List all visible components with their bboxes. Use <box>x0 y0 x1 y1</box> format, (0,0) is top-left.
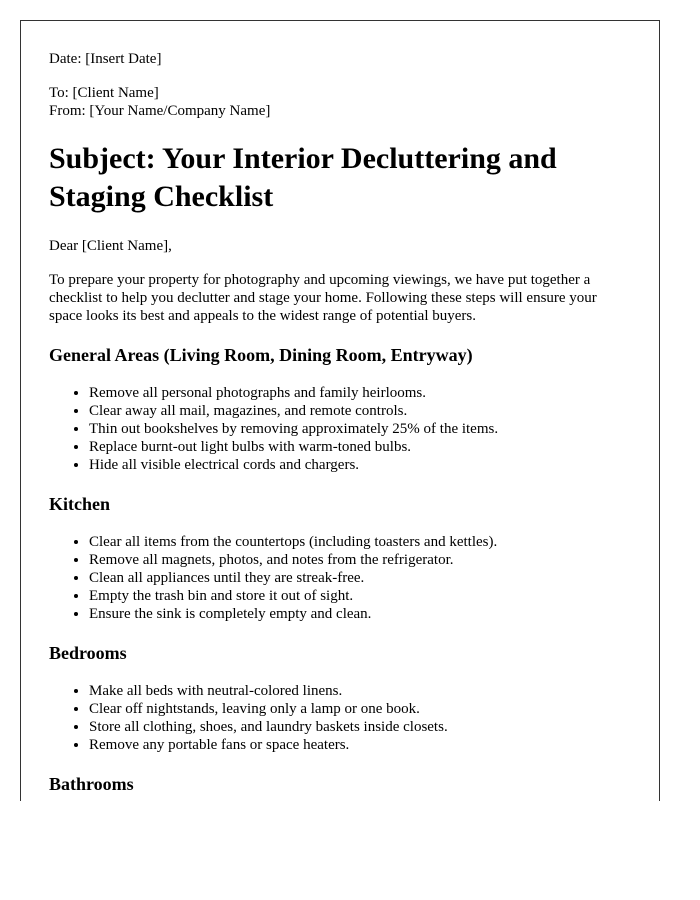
checklist-item: • Clean all appliances until they are streak-free. <box>89 569 631 587</box>
section-heading: Bathrooms <box>49 774 134 794</box>
checklist-item: • Make all beds with neutral-colored linens. <box>89 682 631 700</box>
subject-title: Subject: Your Interior Decluttering and Staging Checklist <box>49 142 557 213</box>
salutation: Dear [Client Name], <box>49 238 172 254</box>
checklist-item: • Remove all personal photographs and family heirlooms. <box>89 384 631 402</box>
checklist-item: • Store all clothing, shoes, and laundry baskets inside closets. <box>89 718 631 736</box>
date-line: Date: [Insert Date] <box>49 51 162 67</box>
checklist <box>49 384 631 474</box>
section-heading: General Areas (Living Room, Dining Room, Entryway) <box>49 345 473 365</box>
checklist-item: • Thin out bookshelves by removing approximately 25% of the items. <box>89 420 631 438</box>
checklist-item: • Ensure the sink is completely empty and clean. <box>89 605 631 623</box>
section-heading: Kitchen <box>49 494 110 514</box>
from-line: From: [Your Name/Company Name] <box>49 103 271 119</box>
checklist-item: • Remove any portable fans or space heaters. <box>89 736 631 754</box>
checklist-item: • Empty the trash bin and store it out of sight. <box>89 587 631 605</box>
checklist-item: • Replace burnt-out light bulbs with warm-toned bulbs. <box>89 438 631 456</box>
intro-paragraph: To prepare your property for photography and upcoming viewings, we have put together a checklist to help you declutter and stage your home. Following these steps will ensure your space looks its best and appeals to the widest range of potential buyers. <box>49 272 597 324</box>
checklist-item: • Clear away all mail, magazines, and remote controls. <box>89 402 631 420</box>
checklist-item: • Remove all magnets, photos, and notes from the refrigerator. <box>89 551 631 569</box>
address-block <box>49 84 631 120</box>
to-line: To: [Client Name] <box>49 85 159 101</box>
letter-page <box>20 20 660 801</box>
section-heading: Bedrooms <box>49 643 127 663</box>
checklist <box>49 533 631 623</box>
checklist-item: • Hide all visible electrical cords and chargers. <box>89 456 631 474</box>
checklist <box>49 682 631 754</box>
checklist-sections <box>49 344 631 795</box>
checklist-item: • Clear off nightstands, leaving only a lamp or one book. <box>89 700 631 718</box>
checklist-item: • Clear all items from the countertops (including toasters and kettles). <box>89 533 631 551</box>
